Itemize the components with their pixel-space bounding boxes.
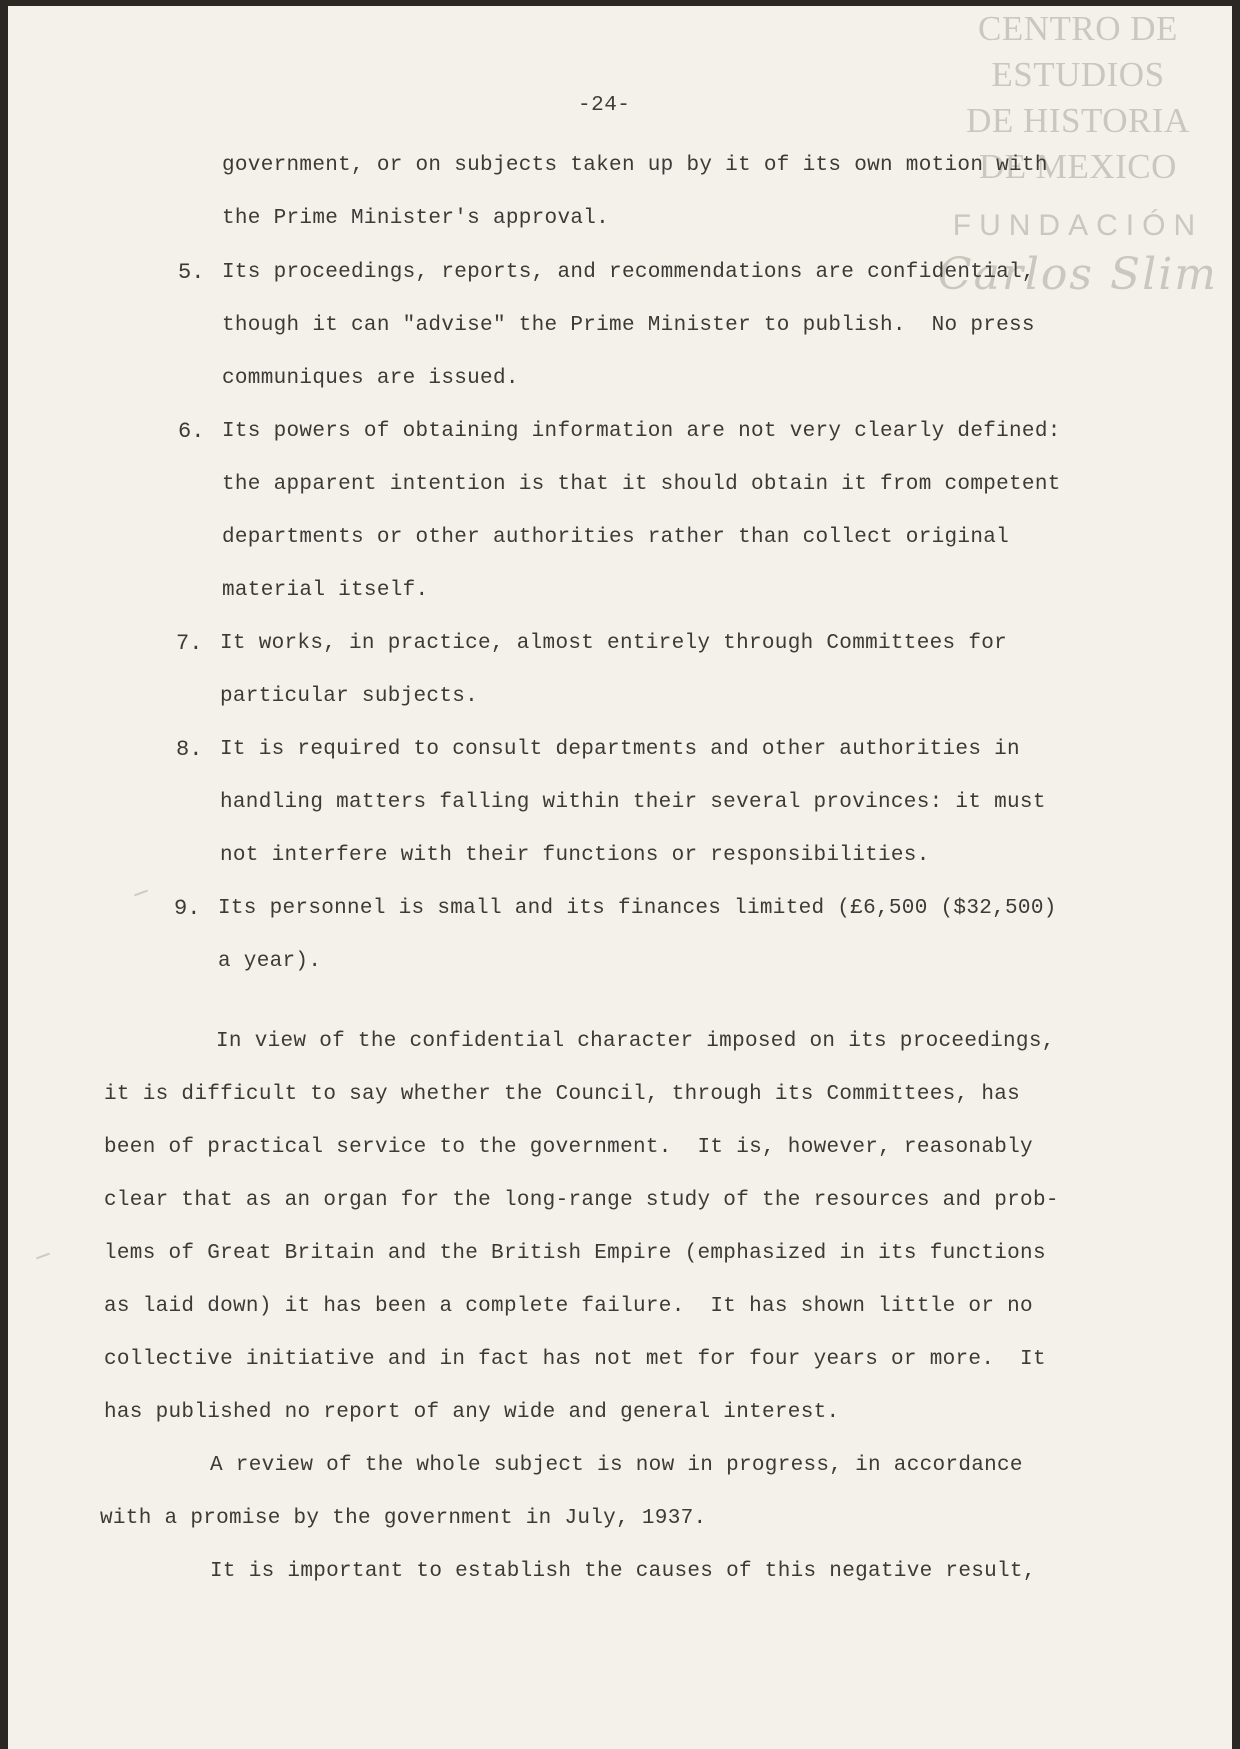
text-line: communiques are issued.: [222, 367, 519, 390]
text-line: material itself.: [222, 579, 429, 602]
text-line: been of practical service to the government. It is, however, reasonably: [104, 1136, 1033, 1159]
text-line: departments or other authorities rather than collect original: [222, 526, 1010, 549]
text-line: Its personnel is small and its finances limited (£6,500 ($32,500): [218, 897, 1057, 920]
text-line: It is required to consult departments and other authorities in: [220, 738, 1020, 761]
text-line: with a promise by the government in July, 1937.: [100, 1507, 707, 1530]
watermark-signature: Carlos Slim: [937, 249, 1218, 300]
item-number: 9.: [174, 896, 201, 921]
text-line: A review of the whole subject is now in progress, in accordance: [210, 1454, 1023, 1477]
text-line: has published no report of any wide and general interest.: [104, 1401, 840, 1424]
text-line: particular subjects.: [220, 685, 479, 708]
document-page: [8, 6, 1232, 1749]
item-number: 6.: [178, 419, 205, 444]
text-line: the apparent intention is that it should obtain it from competent: [222, 473, 1061, 496]
text-line: a year).: [218, 950, 322, 973]
watermark-line: ESTUDIOS: [991, 55, 1165, 94]
text-line: government, or on subjects taken up by it of its own motion with: [222, 154, 1048, 177]
text-line: collective initiative and in fact has not met for four years or more. It: [104, 1348, 1046, 1371]
text-line: as laid down) it has been a complete failure. It has shown little or no: [104, 1295, 1033, 1318]
text-line: lems of Great Britain and the British Empire (emphasized in its functions: [104, 1242, 1046, 1265]
text-line: Its powers of obtaining information are not very clearly defined:: [222, 420, 1061, 443]
text-line: handling matters falling within their several provinces: it must: [220, 791, 1046, 814]
watermark-line: CENTRO DE: [978, 9, 1178, 48]
paper-speck: [134, 890, 148, 897]
page-number: -24-: [578, 94, 631, 117]
text-line: it is difficult to say whether the Council, through its Committees, has: [104, 1083, 1021, 1106]
text-line: In view of the confidential character imposed on its proceedings,: [216, 1030, 1055, 1053]
text-line: It is important to establish the causes of this negative result,: [210, 1560, 1036, 1583]
text-line: It works, in practice, almost entirely through Committees for: [220, 632, 1008, 655]
paper-speck: [36, 1253, 50, 1260]
watermark-foundation: FUNDACIÓN: [952, 209, 1204, 242]
text-line: not interfere with their functions or responsibilities.: [220, 844, 930, 867]
watermark-line: DE MEXICO: [978, 147, 1177, 186]
text-line: though it can "advise" the Prime Minister to publish. No press: [222, 314, 1035, 337]
watermark-line: DE HISTORIA: [966, 101, 1190, 140]
item-number: 8.: [176, 737, 203, 762]
text-line: Its proceedings, reports, and recommendations are confidential,: [222, 261, 1035, 284]
text-line: the Prime Minister's approval.: [222, 207, 610, 230]
item-number: 5.: [178, 260, 205, 285]
text-line: clear that as an organ for the long-range study of the resources and prob-: [104, 1189, 1059, 1212]
item-number: 7.: [176, 631, 203, 656]
